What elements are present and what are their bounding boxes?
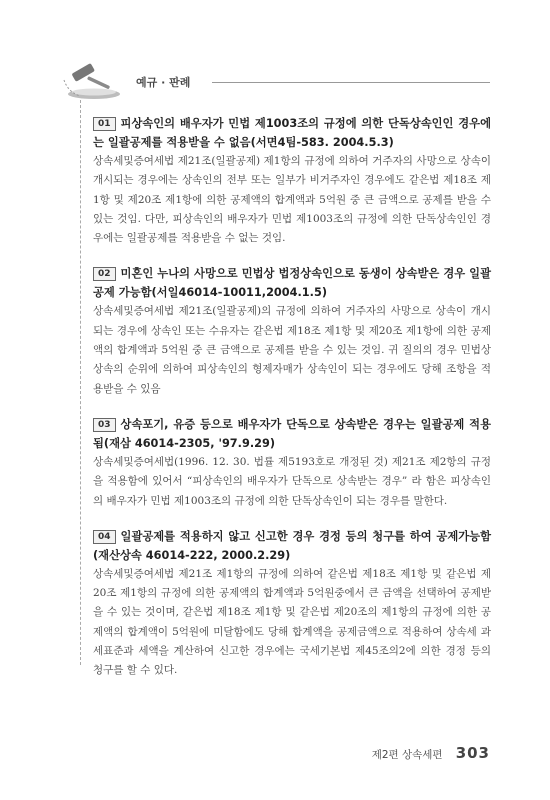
case-item-04 [93,527,491,681]
case-title [93,415,491,453]
case-body: 상속세및증여세법 제21조(일괄공제) 제1항의 규정에 의하여 거주자의 사망으로 상속이 개시되는 경우에는 상속인의 전부 또는 일부가 비거주자인 경우에도 같은법 제18조 제1항 및 제20조 제1항에 의한 공제액의 합계액과 5억원 중 큰 금액으로 공제를 받을 수 있는 것임. 다만, 피상속인의 배우자가 민법 제1003조의 규정에 의한 단독상속인인 경우에는 일괄공제를 적용받을 수 없는 것임. [93,155,491,245]
case-body: 상속세및증여세법(1996. 12. 30. 법률 제5193호로 개정된 것) 제21조 제2항의 규정을 적용함에 있어서 “피상속인의 배우자가 단독으로 상속받는 경우” 라 함은 피상속인의 배우자가 민법 제1003조의 규정에 의한 단독상속인이 되는 경우를 말한다. [93,455,491,507]
page-number: 303 [455,744,490,762]
case-title-text: 상속포기, 유증 등으로 배우자가 단독으로 상속받은 경우는 일괄공제 적용됨(재삼 46014-2305, '97.9.29) [93,417,491,450]
case-body: 상속세및증여세법 제21조 제1항의 규정에 의하여 같은법 제18조 제1항 및 같은법 제20조 제1항의 규정에 의한 공제액의 합계액과 5억원중에서 큰 금액을 선택하여 공제받을 수 있는 것이며, 같은법 제18조 제1항 및 같은법 제20조의 제1항의 규정에 의한 공제액의 합계액이 5억원에 미달함에도 당해 합계액을 공제금액으로 적용하여 상속세 과세표준과 세액을 계산하여 신고한 경우에는 국세기본법 제45조의2에 의한 경정 등의 청구를 할 수 있다. [93,567,491,677]
case-title [93,264,491,302]
case-item-03 [93,415,491,511]
header-rule [212,82,490,83]
case-title [93,527,491,565]
case-number-badge: 04 [93,530,116,544]
case-number-badge: 02 [93,267,116,281]
case-item-01 [93,114,491,248]
case-number-badge: 01 [93,117,116,131]
gavel-icon [62,60,134,100]
case-item-02 [93,264,491,398]
case-list [93,114,491,697]
page-header [62,60,490,100]
case-body: 상속세및증여세법 제21조(일괄공제)의 규정에 의하여 거주자의 사망으로 상속이 개시되는 경우에 상속인 또는 수유자는 같은법 제18조 제1항 및 제20조 제1항에 의한 공제액의 합계액과 5억원 중 큰 금액으로 공제를 받을 수 있는 것임. 귀 질의의 경우 민법상 상속의 순위에 의하여 피상속인의 형제자매가 상속인이 되는 경우에도 당해 조항을 적용받을 수 있음 [93,305,491,395]
page-footer [372,743,490,762]
case-number-badge: 03 [93,418,116,432]
section-label: 예규 · 판례 [136,76,191,89]
case-title [93,114,491,152]
case-title-text: 일괄공제를 적용하지 않고 신고한 경우 경정 등의 청구를 하여 공제가능함(재산상속 46014-222, 2000.2.29) [93,529,491,562]
margin-dashed-line [80,100,81,665]
case-title-text: 미혼인 누나의 사망으로 민법상 법정상속인으로 동생이 상속받은 경우 일괄공제 가능함(서일46014-10011,2004.1.5) [93,267,491,300]
footer-part-title: 제2편 상속세편 [371,749,443,761]
case-title-text: 피상속인의 배우자가 민법 제1003조의 규정에 의한 단독상속인인 경우에는 일괄공제를 적용받을 수 없음(서면4팀-583. 2004.5.3) [93,117,491,149]
